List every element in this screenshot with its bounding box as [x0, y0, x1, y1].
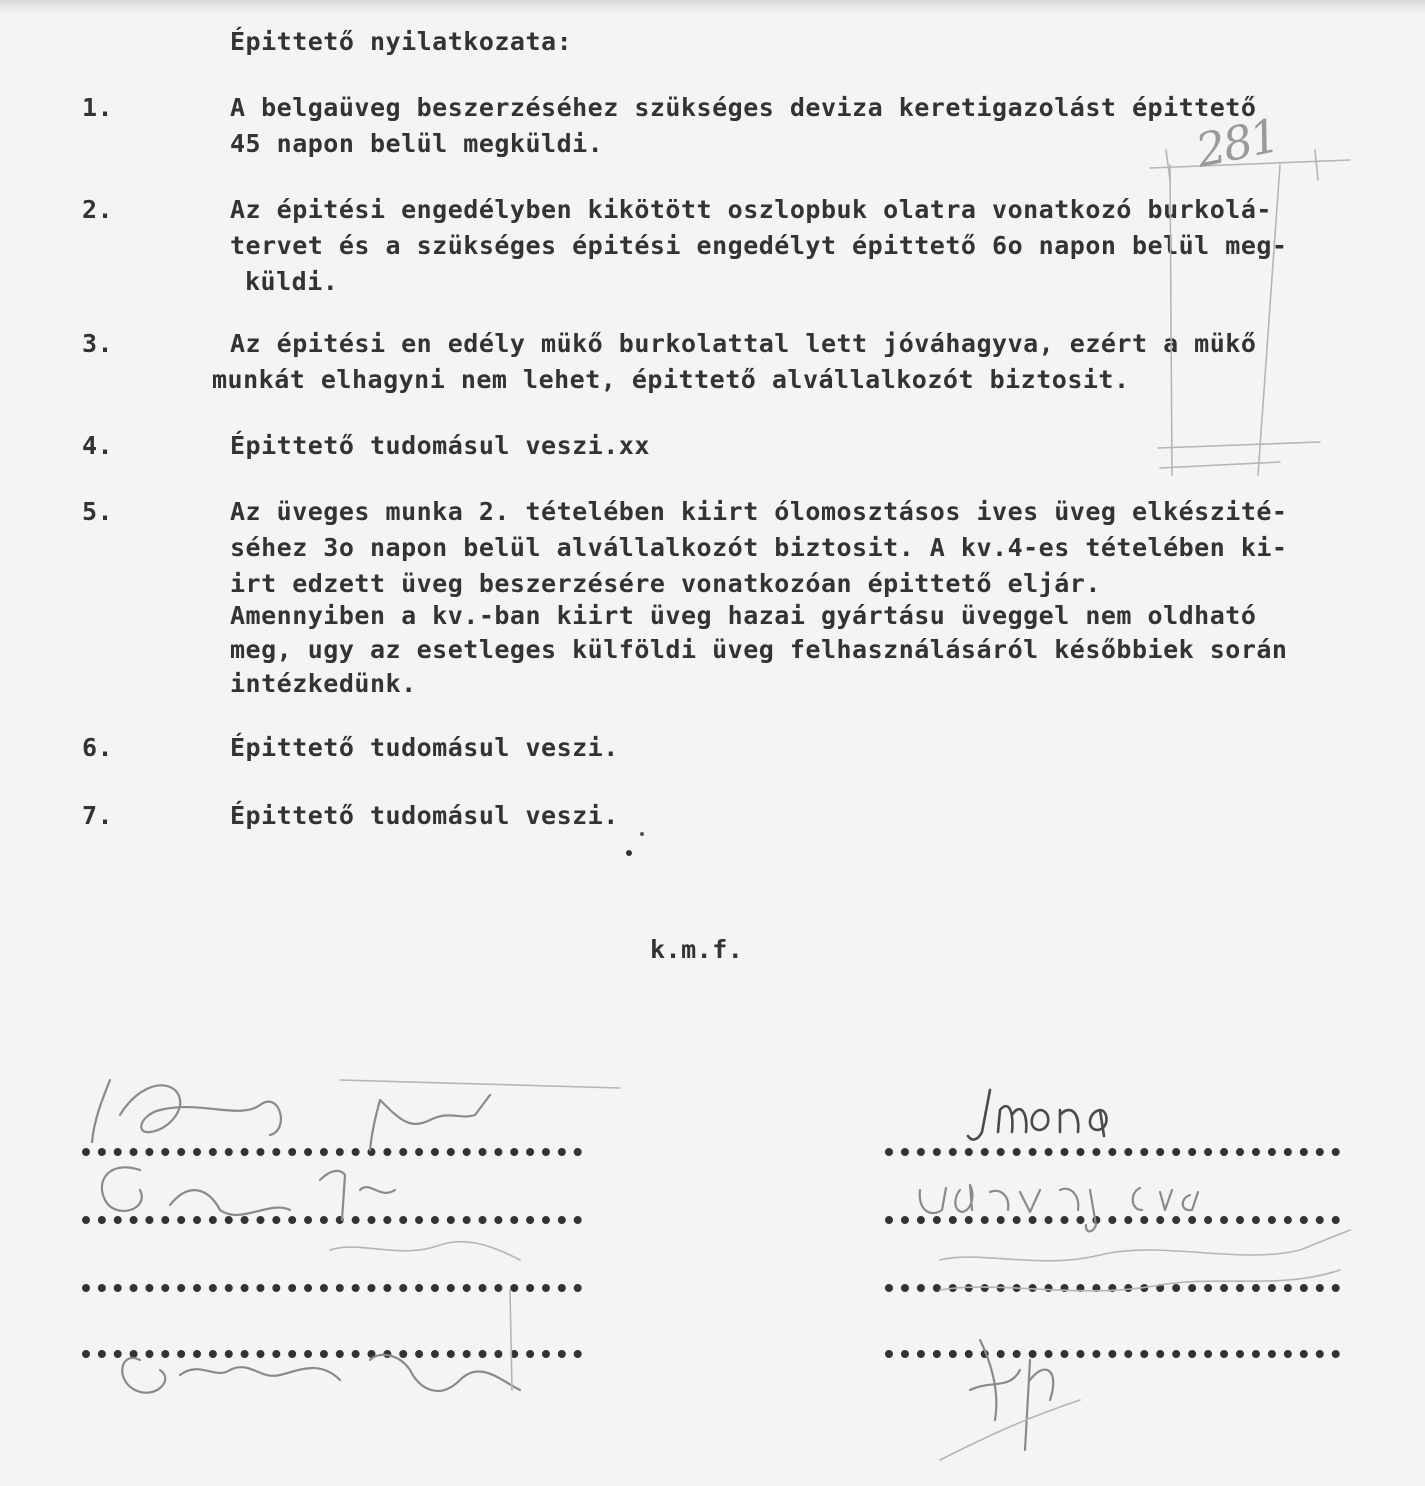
item-line: tervet és a szükséges épitési engedélyt épittető 6o napon belül meg-: [230, 231, 1288, 260]
page-top-shadow: [0, 0, 1425, 14]
item-line: Az üveges munka 2. tételében kiirt ólomosztásos ives üveg elkészité-: [230, 497, 1288, 526]
item-number: 6.: [82, 733, 114, 762]
document-heading: Épittető nyilatkozata:: [230, 27, 573, 56]
item-number: 1.: [82, 93, 114, 122]
item-line: Épittető tudomásul veszi.: [230, 733, 619, 762]
item-number: 5.: [82, 497, 114, 526]
item-line: séhez 3o napon belül alvállalkozót biztosit. A kv.4-es tételében ki-: [230, 533, 1288, 562]
annotation-number: 281: [1191, 108, 1283, 178]
item-number: 4.: [82, 431, 114, 460]
item-number: 3.: [82, 329, 114, 358]
item-line: intézkedünk.: [230, 669, 417, 698]
stray-dot: [640, 832, 644, 836]
closing-kmf: k.m.f.: [650, 935, 744, 964]
item-line: Az épitési engedélyben kikötött oszlopbuk olatra vonatkozó burkolá-: [230, 195, 1272, 224]
item-line: Az épitési en edély mükő burkolattal lett jóváhagyva, ezért a mükő: [230, 329, 1257, 358]
item-line: küldi.: [245, 267, 339, 296]
item-line: 45 napon belül megküldi.: [230, 129, 604, 158]
item-line: munkát elhagyni nem lehet, épittető alvállalkozót biztosit.: [212, 365, 1130, 394]
item-line: Épittető tudomásul veszi.: [230, 801, 619, 830]
right-signatures: [880, 1060, 1380, 1480]
item-number: 7.: [82, 801, 114, 830]
item-number: 2.: [82, 195, 114, 224]
item-line: Amennyiben a kv.-ban kiirt üveg hazai gyártásu üveggel nem oldható: [230, 601, 1257, 630]
item-line: meg, ugy az esetleges külföldi üveg felhasználásáról későbbiek során: [230, 635, 1288, 664]
item-line: A belgaüveg beszerzéséhez szükséges deviza keretigazolást épittető: [230, 93, 1257, 122]
item-line: irt edzett üveg beszerzésére vonatkozóan épittető eljár.: [230, 569, 1101, 598]
stray-dot: [626, 850, 632, 856]
item-line: Épittető tudomásul veszi.xx: [230, 431, 650, 460]
left-signatures: [80, 1060, 600, 1430]
